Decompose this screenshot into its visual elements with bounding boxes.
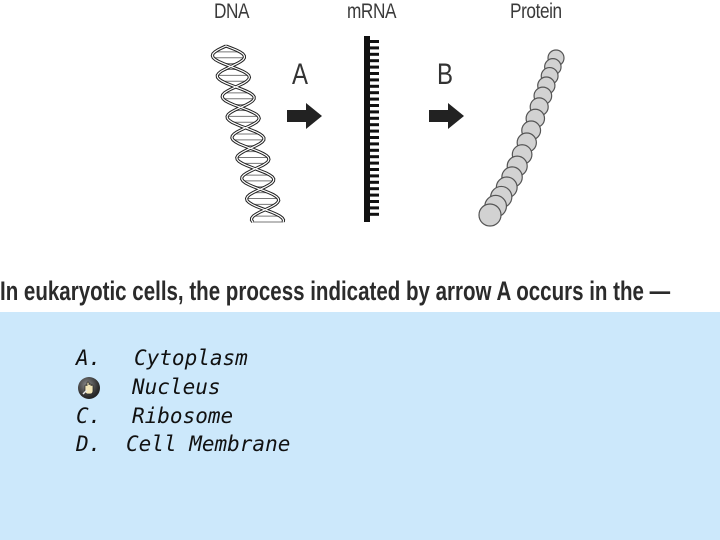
arrow-a-icon: [287, 103, 322, 129]
protein-chain-icon: [479, 50, 564, 226]
question-text: In eukaryotic cells, the process indicated by arrow A occurs in the —: [0, 276, 671, 306]
arrow-a-label: A: [292, 58, 309, 91]
choice-c-text: Ribosome: [132, 404, 234, 428]
choice-c[interactable]: [76, 404, 376, 432]
choice-d-letter: D.: [76, 432, 102, 456]
dna-to-protein-diagram: [0, 0, 720, 260]
dna-helix-icon: [212, 46, 283, 222]
choice-a-text: Cytoplasm: [134, 346, 248, 370]
arrow-b-icon: [429, 103, 464, 129]
choice-d[interactable]: [76, 432, 376, 460]
choice-b-text: Nucleus: [132, 375, 221, 399]
hand-pointer-icon: [78, 377, 100, 399]
choice-a[interactable]: [76, 346, 376, 374]
choice-a-letter: A.: [76, 346, 102, 370]
choice-d-text: Cell Membrane: [126, 432, 291, 456]
mrna-label: mRNA: [347, 0, 397, 23]
choice-c-letter: C.: [76, 404, 102, 428]
dna-label: DNA: [214, 0, 250, 23]
choice-b[interactable]: [76, 375, 376, 403]
protein-label: Protein: [510, 0, 562, 23]
arrow-b-label: B: [437, 58, 454, 91]
mrna-strand-icon: [364, 36, 379, 222]
